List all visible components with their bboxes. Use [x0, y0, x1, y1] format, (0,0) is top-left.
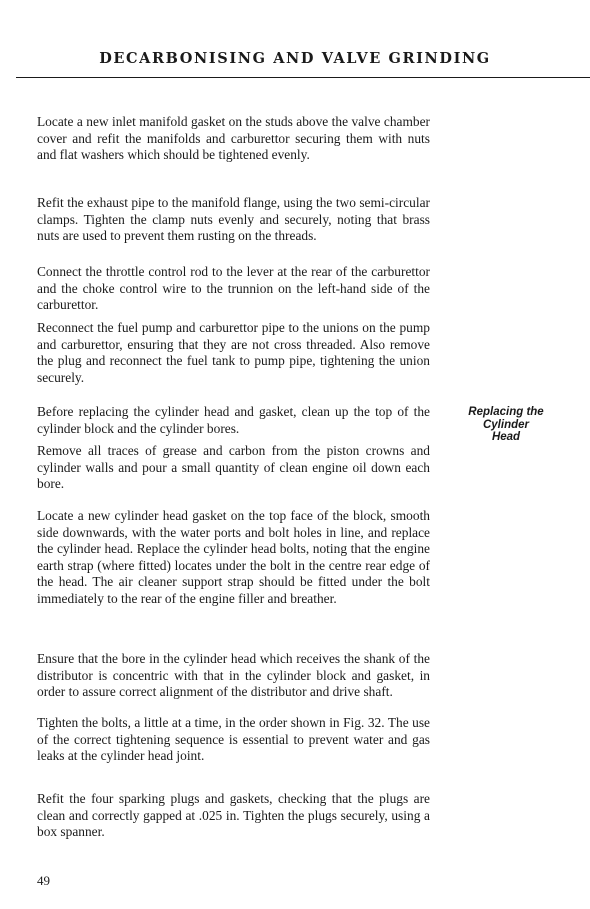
side-heading-line: Head: [491, 431, 521, 443]
paragraph-sparking-plugs: Refit the four sparking plugs and gaskets, checking that the plugs are clean and correctly gapped at .025 in. Tighten the plugs securely, using a box spanner.: [37, 791, 430, 840]
paragraph-throttle-control: Connect the throttle control rod to the lever at the rear of the carburettor and the choke control wire to the trunnion on the left-hand side of the carburettor.: [37, 264, 430, 313]
side-heading-replacing-cylinder-head: [440, 406, 572, 444]
header-rule: [16, 77, 590, 78]
paragraph-fuel-pump: Reconnect the fuel pump and carburettor pipe to the unions on the pump and carburettor, ensuring that they are not cross threaded. Also remove the plug and reconnect the fuel tank to pump pipe, tightening the union securely.: [37, 320, 430, 385]
page-header-title: DECARBONISING AND VALVE GRINDING: [99, 50, 491, 67]
page-number: 49: [37, 873, 50, 888]
side-heading-line: Cylinder: [482, 418, 529, 431]
paragraph-inlet-manifold: Locate a new inlet manifold gasket on the studs above the valve chamber cover and refit the manifolds and carburettor securing them with nuts and flat washers which should be tightened evenly.: [37, 114, 430, 163]
side-heading-line: Replacing the: [468, 406, 544, 418]
paragraph-exhaust-pipe: Refit the exhaust pipe to the manifold flange, using the two semi-circular clamps. Tighten the clamp nuts evenly and securely, noting that brass nuts are used to prevent them rusting on the threads.: [37, 195, 430, 244]
paragraph-tighten-bolts: Tighten the bolts, a little at a time, in the order shown in Fig. 32. The use of the correct tightening sequence is essential to prevent water and gas leaks at the cylinder head joint.: [37, 715, 430, 764]
paragraph-clean-block: Before replacing the cylinder head and gasket, clean up the top of the cylinder block and the cylinder bores.: [37, 404, 430, 436]
paragraph-head-gasket: Locate a new cylinder head gasket on the top face of the block, smooth side downwards, with the water ports and bolt holes in line, and replace the cylinder head. Replace the cylinder head bolts, noting that the engine earth strap (where fitted) locates under the bolt in the centre rear edge of the head. The air cleaner support strap should be fitted under the bolt immediately to the rear of the engine filler and breather.: [37, 508, 430, 606]
paragraph-distributor-bore: Ensure that the bore in the cylinder head which receives the shank of the distributor is concentric with that in the cylinder block and gasket, in order to assure correct alignment of the distributor and drive shaft.: [37, 651, 430, 700]
paragraph-remove-carbon: Remove all traces of grease and carbon from the piston crowns and cylinder walls and pour a small quantity of clean engine oil down each bore.: [37, 443, 430, 492]
